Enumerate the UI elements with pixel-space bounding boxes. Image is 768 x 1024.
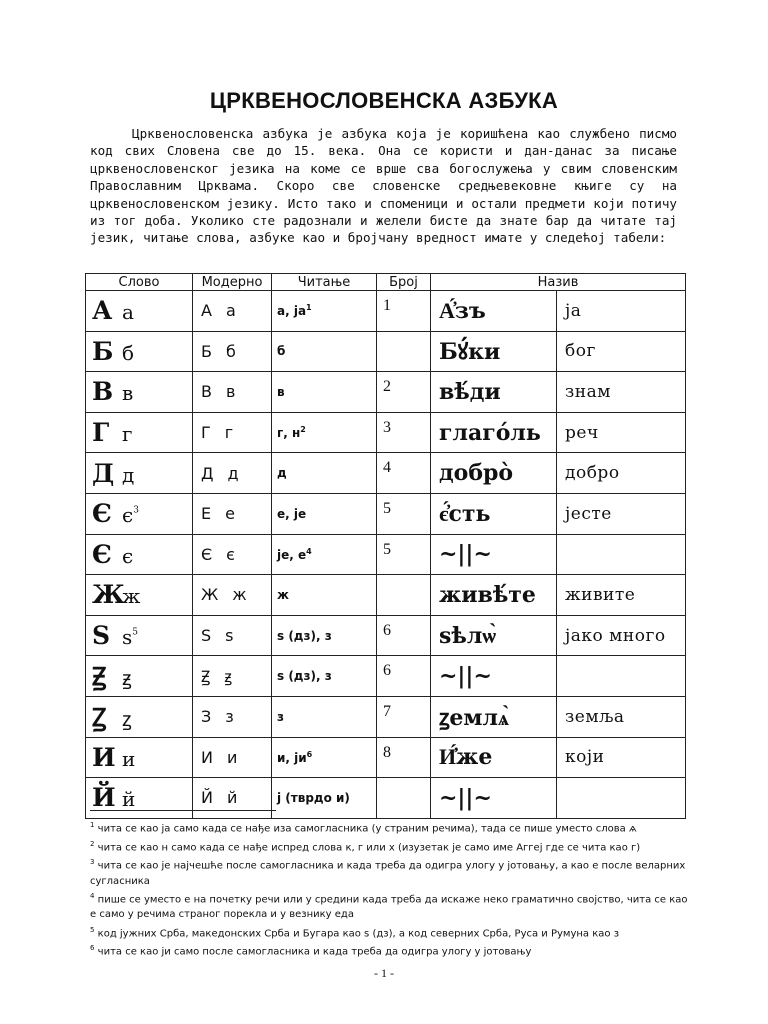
table-row (86, 696, 686, 737)
cell-slavonic-letter (86, 696, 193, 737)
footnote-ref: 3 (133, 505, 139, 516)
slavonic-uppercase: Б (92, 336, 114, 366)
cell-slavonic-letter (86, 453, 193, 494)
footnote (90, 837, 690, 856)
header-moderno: Модерно (193, 274, 272, 291)
footnote-text: чита се као н само када се нађе испред слова к, г или х (изузетак је само име Аггеј где се чита као г) (97, 841, 641, 853)
modern-uppercase: Ж (201, 585, 219, 605)
slavonic-lowercase: є (122, 543, 134, 568)
modern-uppercase: Б (201, 341, 212, 361)
modern-lowercase: є (226, 544, 235, 564)
cell-reading (272, 696, 377, 737)
table-row (86, 372, 686, 413)
cell-name: вѣ́ди (431, 372, 557, 413)
footnote-separator (90, 810, 276, 811)
cell-slavonic-letter (86, 372, 193, 413)
cell-slavonic-letter (86, 778, 193, 819)
cell-number: 5 (377, 534, 431, 575)
modern-uppercase: З (201, 707, 212, 727)
cell-meaning: бог (557, 331, 686, 372)
slavonic-lowercase: ѕ (122, 625, 133, 650)
slavonic-uppercase: Є (92, 539, 112, 569)
modern-uppercase: В (201, 382, 212, 402)
cell-name: А҆́зъ (431, 291, 557, 332)
footnotes (90, 818, 690, 960)
cell-name: ꙁемлѧ̀ (431, 696, 557, 737)
cell-reading (272, 778, 377, 819)
slavonic-uppercase: Ѕ (92, 621, 111, 651)
cell-modern-letter (193, 453, 272, 494)
footnote-ref: 1 (306, 303, 312, 313)
reading-text: је, е (277, 547, 307, 562)
cell-meaning: знам (557, 372, 686, 413)
cell-number: 6 (377, 615, 431, 656)
cell-number: 5 (377, 493, 431, 534)
slavonic-uppercase: Ж (92, 580, 125, 610)
slavonic-uppercase: Й (92, 783, 116, 813)
modern-lowercase: д (227, 463, 239, 483)
slavonic-lowercase: ж (122, 584, 141, 609)
slavonic-lowercase: в (122, 381, 134, 406)
slavonic-uppercase: Ꙃ (92, 662, 107, 692)
cell-slavonic-letter (86, 656, 193, 697)
slavonic-uppercase: Д (92, 458, 115, 488)
cell-reading (272, 615, 377, 656)
cell-modern-letter (193, 656, 272, 697)
cell-modern-letter (193, 575, 272, 616)
modern-lowercase: ꙃ (224, 667, 232, 687)
cell-name: И҆́же (431, 737, 557, 778)
modern-uppercase: И (201, 747, 213, 767)
cell-name: ~||~ (431, 656, 557, 697)
cell-meaning: који (557, 737, 686, 778)
modern-lowercase: ѕ (225, 626, 234, 646)
cell-meaning: јако много (557, 615, 686, 656)
cell-meaning (557, 534, 686, 575)
cell-name: є҆́сть (431, 493, 557, 534)
slavonic-lowercase: д (122, 462, 135, 487)
table-header-row (86, 274, 686, 291)
cell-modern-letter (193, 493, 272, 534)
cell-number: 4 (377, 453, 431, 494)
slavonic-uppercase: И (92, 742, 116, 772)
cell-name: живѣ́те (431, 575, 557, 616)
footnote (90, 941, 690, 960)
cell-slavonic-letter (86, 412, 193, 453)
header-broj: Број (377, 274, 431, 291)
modern-uppercase: Г (201, 423, 211, 443)
slavonic-lowercase: б (122, 340, 135, 365)
footnote-ref: 2 (300, 425, 306, 435)
cell-number: 2 (377, 372, 431, 413)
reading-text: б (277, 344, 286, 359)
modern-lowercase: з (225, 707, 234, 727)
cell-slavonic-letter (86, 331, 193, 372)
cell-reading (272, 412, 377, 453)
cell-meaning: живите (557, 575, 686, 616)
cell-number: 1 (377, 291, 431, 332)
cell-modern-letter (193, 696, 272, 737)
cell-reading (272, 453, 377, 494)
modern-lowercase: а (225, 301, 236, 321)
cell-modern-letter (193, 615, 272, 656)
cell-name: добро̀ (431, 453, 557, 494)
table-row (86, 575, 686, 616)
cell-name: ~||~ (431, 778, 557, 819)
table-row (86, 656, 686, 697)
cell-reading (272, 493, 377, 534)
slavonic-lowercase: г (122, 422, 133, 447)
reading-text: д (277, 466, 287, 481)
cell-modern-letter (193, 737, 272, 778)
intro-paragraph (90, 125, 677, 247)
table-row (86, 331, 686, 372)
footnote-number: 1 (90, 821, 95, 829)
footnote-number: 2 (90, 839, 95, 848)
slavonic-uppercase: Є (92, 499, 112, 529)
header-naziv: Назив (431, 274, 686, 291)
cell-number (377, 575, 431, 616)
cell-number: 8 (377, 737, 431, 778)
slavonic-lowercase: й (122, 787, 136, 812)
cell-number: 6 (377, 656, 431, 697)
reading-text: з (277, 709, 284, 724)
slavonic-uppercase: Г (92, 418, 110, 448)
slavonic-uppercase: А (92, 296, 113, 326)
footnote-ref: 6 (306, 749, 313, 759)
slavonic-lowercase: а (122, 300, 134, 325)
cell-modern-letter (193, 778, 272, 819)
reading-text: ѕ (дз), з (277, 628, 332, 643)
reading-text: ж (277, 587, 289, 602)
cell-name: Бꙋ́ки (431, 331, 557, 372)
cell-meaning (557, 656, 686, 697)
table-row (86, 615, 686, 656)
cell-reading (272, 737, 377, 778)
modern-lowercase: г (224, 423, 234, 443)
cell-reading (272, 331, 377, 372)
cell-modern-letter (193, 412, 272, 453)
footnote-number: 6 (90, 944, 95, 953)
modern-lowercase: и (226, 747, 238, 767)
header-slovo: Слово (86, 274, 193, 291)
footnote-number: 5 (90, 925, 95, 934)
header-citanje: Читање (272, 274, 377, 291)
reading-text: и, ји (277, 750, 307, 765)
alphabet-table (85, 273, 686, 819)
footnote-text: чита се као ја само када се нађе иза самогласника (у страним речима), тада се пише уместо слова ѧ (97, 823, 637, 835)
table-row (86, 534, 686, 575)
slavonic-lowercase: ꙁ (122, 706, 132, 731)
page-title: ЦРКВЕНОСЛОВЕНСКА АЗБУКА (209, 88, 559, 113)
cell-meaning: јесте (557, 493, 686, 534)
footnote-text: чита се као је најчешће после самогласника и када треба да одигра улогу у јотовању, а као е после веларних сугласника (90, 860, 686, 887)
cell-reading (272, 656, 377, 697)
cell-reading (272, 575, 377, 616)
cell-slavonic-letter (86, 534, 193, 575)
cell-modern-letter (193, 331, 272, 372)
cell-slavonic-letter (86, 615, 193, 656)
slavonic-uppercase: Ꙁ (92, 702, 107, 732)
cell-meaning (557, 778, 686, 819)
modern-uppercase: Ѕ (201, 626, 212, 646)
footnote-text: чита се као ји само после самогласника и када треба да одигра улогу у јотовању (97, 946, 532, 958)
modern-uppercase: Е (201, 504, 212, 524)
table-row (86, 778, 686, 819)
modern-uppercase: Ꙃ (201, 667, 211, 687)
cell-number: 7 (377, 696, 431, 737)
intro-text: Црквенословенска азбука је азбука која је коришћена као службено писмо код свих Словена све до 15. века. Она се користи и дан-данас за писање црквенословенског језика на коме се врше сва богослужења у свим словенским Православним Црквама. Скоро све словенске средњевековне књиге су на црквенословенском језику. Исто тако и споменици и остали предмети који потичу из тог доба. Уколико сте радознали и желели бисте да знате бар да читате тај језик, читање слова, азбуке као и бројчану вредност имате у следећој табели: (90, 126, 677, 246)
modern-uppercase: А (201, 301, 212, 321)
slavonic-lowercase: є (122, 503, 134, 528)
modern-uppercase: Й (201, 788, 213, 808)
footnote-ref: 4 (306, 546, 312, 556)
cell-slavonic-letter (86, 575, 193, 616)
reading-text: в (277, 384, 285, 399)
modern-uppercase: Д (201, 463, 214, 483)
footnote (90, 818, 690, 837)
cell-reading (272, 534, 377, 575)
table-row (86, 412, 686, 453)
cell-name: ѕѣлѡ̀ (431, 615, 557, 656)
table-row (86, 453, 686, 494)
cell-reading (272, 291, 377, 332)
modern-lowercase: й (226, 788, 238, 808)
cell-modern-letter (193, 291, 272, 332)
cell-meaning: добро (557, 453, 686, 494)
modern-lowercase: в (225, 382, 236, 402)
cell-modern-letter (193, 372, 272, 413)
cell-meaning: реч (557, 412, 686, 453)
modern-lowercase: е (225, 504, 235, 524)
cell-name: глаго́ль (431, 412, 557, 453)
cell-reading (272, 372, 377, 413)
reading-text: ј (тврдо и) (277, 790, 350, 805)
footnote (90, 855, 690, 889)
cell-slavonic-letter (86, 737, 193, 778)
reading-text: е, је (277, 506, 307, 521)
cell-meaning: ја (557, 291, 686, 332)
cell-number (377, 778, 431, 819)
cell-meaning: земља (557, 696, 686, 737)
table-row (86, 493, 686, 534)
cell-number: 3 (377, 412, 431, 453)
slavonic-lowercase: и (122, 746, 136, 771)
slavonic-uppercase: В (92, 377, 114, 407)
cell-slavonic-letter (86, 493, 193, 534)
footnote-text: пише се уместо е на почетку речи или у средини када треба да искаже неко граматично својство, чита се као е само у речима страног порекла и у везнику еда (90, 894, 688, 921)
footnote (90, 923, 690, 942)
slavonic-lowercase: ꙃ (122, 666, 132, 691)
modern-lowercase: ж (232, 585, 247, 605)
table-row (86, 291, 686, 332)
reading-text: г, н (277, 426, 301, 441)
cell-slavonic-letter (86, 291, 193, 332)
modern-uppercase: Є (201, 544, 213, 564)
footnote-number: 4 (90, 891, 95, 900)
footnote-ref: 5 (132, 627, 138, 638)
table-row (86, 737, 686, 778)
footnote (90, 889, 690, 923)
modern-lowercase: б (225, 341, 236, 361)
footnote-text: код јужних Срба, македонских Срба и Бугара као ѕ (дз), а код северних Срба, Руса и Румуна као з (97, 927, 620, 939)
cell-name: ~||~ (431, 534, 557, 575)
cell-modern-letter (193, 534, 272, 575)
footnote-number: 3 (90, 858, 95, 867)
reading-text: ѕ (дз), з (277, 669, 332, 684)
page-number: - 1 - (374, 966, 394, 980)
cell-number (377, 331, 431, 372)
reading-text: а, ја (277, 304, 307, 319)
